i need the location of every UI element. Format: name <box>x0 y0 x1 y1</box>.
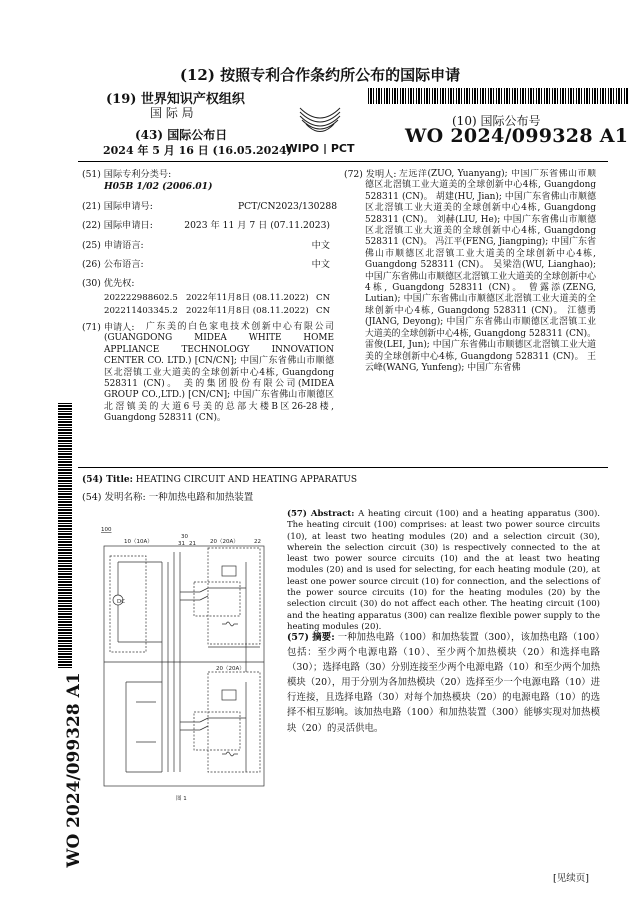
fig-ref-31: 31 <box>178 541 185 547</box>
title-en-label: (54) Title: <box>82 475 133 485</box>
applicant-text: 广东美的白色家电技术创新中心有限公司 (GUANGDONG MIDEA WHITE HOME APPLIANCE TECHNOLOGY INNOVATION CENTER CO. LTD.) [CN/CN]; 中国广东省佛山市顺德区北滘镇工业大道美的全球创新中心4栋, Guangdong 528311 (CN)。 美的集团股份有限公司(MIDEA GROUP CO.,LTD.) [CN/CN]; 中国广东省佛山市顺德区北滘镇美的大道6号美的总部大楼B区26-28楼, Guangdong 528311 (CN)。 <box>104 322 334 424</box>
fig-dc-label: DC <box>117 599 126 605</box>
applicant-label: (71) 申请人: <box>82 322 135 333</box>
pub-no-label: (10) 国际公布号 <box>452 114 541 128</box>
priority-country-2: CN <box>316 306 331 316</box>
continuation-note: [见续页] <box>553 873 589 884</box>
inventor-text: 左远洋(ZUO, Yuanyang); 中国广东省佛山市顺德区北滘镇工业大道美的全球创新中心4栋, Guangdong 528311 (CN)。 胡建(HU, Jian); 中国广东省佛山市顺德区北滘镇工业大道美的全球创新中心4栋, Guangdong 528311 (CN)。 刘赫(LIU, He); 中国广东省佛山市顺德区北滘镇工业大道美的全球创新中心4栋, Guangdong 528311 (CN)。 冯江平(FENG, Jiangping); 中国广东省佛山市顺德区北滘镇工业大道美的全球创新中心4栋, Guangdong 528311 (CN)。 吴梁浩(WU, Lianghao); 中国广东省佛山市顺德区北滘镇工业大道美的全球创新中心4栋, Guangdong 528311 (CN)。 曾露添(ZENG, Lutian); 中国广东省佛山市顺德区北滘镇工业大道美的全球创新中心4栋, Guangdong 528311 (CN)。 江德勇(JIANG, Deyong); 中国广东省佛山市顺德区北滘镇工业大道美的全球创新中心4栋, Guangdong 528311 (CN)。 雷俊(LEI, Jun); 中国广东省佛山市顺德区北滘镇工业大道美的全球创新中心4栋, Guangdong 528311 (CN)。 王云峰(WANG, Yunfeng); 中国广东省佛 <box>365 169 596 373</box>
fig-heater-lower <box>222 690 236 700</box>
wipo-pct-text: WIPO | PCT <box>285 142 355 154</box>
priority-country-1: CN <box>316 293 331 303</box>
biblio-divider <box>78 467 608 468</box>
ipc-label: (51) 国际专利分类号: <box>82 169 172 180</box>
priority-date-2: 2022年11月8日 (08.11.2022) <box>186 306 309 316</box>
abstract-en-text: A heating circuit (100) and a heating apparatus (300). The heating circuit (100) comprises: at least two power source circuits (10), at least two heating modules (20) and a selection circuit (30), wherein the selection circuit (30) is respectively connected to the at least two power source circuits (10) and the at least two heating modules (20) and is used for selecting, for each heating module (20), at least one power source circuit (10) for connection, and the selections of the power source circuits (10) for the heating modules (20) by the selection circuit (30) do not affect each other. The heating circuit (100) and the heating apparatus (300) can realize flexible power supply to the heating modules (20). <box>287 509 600 632</box>
circuit-figure <box>96 522 274 802</box>
fig-ref-20a: 20（20A） <box>210 539 239 545</box>
document-title: (12) 按照专利合作条约所公布的国际申请 <box>179 66 461 84</box>
header-divider <box>78 161 608 162</box>
priority-no-1: 202222988602.5 <box>104 293 178 303</box>
abstract-en <box>287 509 600 633</box>
app-no: PCT/CN2023/130288 <box>238 201 338 212</box>
fig-ref-10a: 10（10A） <box>124 539 153 545</box>
priority-label: (30) 优先权: <box>82 278 135 289</box>
title-en <box>82 474 357 486</box>
filing-lang-label: (25) 申请语言: <box>82 240 144 251</box>
fig-caption: 图 1 <box>176 796 187 802</box>
inventor-label: (72) 发明人: <box>344 169 397 180</box>
priority-no-2: 202211403345.2 <box>104 306 178 316</box>
pub-lang: 中文 <box>311 259 330 270</box>
wipo-org-name: (19) 世界知识产权组织 <box>106 92 245 107</box>
fig-ref-100: 100 <box>101 527 112 533</box>
title-cn-value: 一种加热电路和加热装置 <box>148 492 254 503</box>
priority-date-1: 2022年11月8日 (08.11.2022) <box>186 293 309 303</box>
filing-date-label: (22) 国际申请日: <box>82 220 153 231</box>
fig-dashed-select-upper <box>194 582 240 616</box>
abstract-cn-label: (57) 摘要: <box>287 632 335 643</box>
fig-ref-21: 21 <box>189 541 196 547</box>
fig-ref-22: 22 <box>254 539 261 545</box>
title-cn-label: (54) 发明名称: <box>82 492 146 503</box>
fig-dashed-right <box>208 548 260 644</box>
fig-ref-30: 30 <box>181 534 188 540</box>
app-no-label: (21) 国际申请号: <box>82 201 153 212</box>
pub-date: 2024 年 5 月 16 日 (16.05.2024) <box>103 144 292 157</box>
abstract-en-label: (57) Abstract: <box>287 509 355 519</box>
side-barcode <box>58 402 72 668</box>
abstract-cn <box>287 630 600 736</box>
filing-date: 2023 年 11 月 7 日 (07.11.2023) <box>184 220 330 231</box>
side-pub-no: WO 2024/099328 A1 <box>64 672 84 868</box>
fig-dashed-lower <box>208 672 260 772</box>
barcode <box>368 88 628 104</box>
pub-date-label: (43) 国际公布日 <box>135 128 228 142</box>
filing-lang: 中文 <box>311 240 330 251</box>
wipo-logo <box>270 102 370 154</box>
fig-ref-20a-lower: 20（20A） <box>216 666 245 672</box>
abstract-cn-text: 一种加热电路（100）和加热装置（300），该加热电路（100）包括：至少两个电源电路（10）、至少两个加热模块（20）和选择电路（30）；选择电路（30）分别连接至少两个电源电路（10）和至少两个加热模块（20），用于分别为各加热模块（20）选择至少一个电源电路（10）进行连接，且选择电路（30）对每个加热模块（20）的电源电路（10）的选择不相互影响。该加热电路（100）和加热装置（300）能够实现对加热模块（20）的灵活供电。 <box>287 632 600 734</box>
title-cn <box>82 492 253 504</box>
fig-heater-upper <box>222 566 236 576</box>
pub-lang-label: (26) 公布语言: <box>82 259 144 270</box>
ipc-value: H05B 1/02 (2006.01) <box>104 181 213 192</box>
pub-no: WO 2024/099328 A1 <box>405 125 629 147</box>
title-en-value: HEATING CIRCUIT AND HEATING APPARATUS <box>135 475 357 485</box>
wipo-bureau: 国 际 局 <box>150 106 194 120</box>
